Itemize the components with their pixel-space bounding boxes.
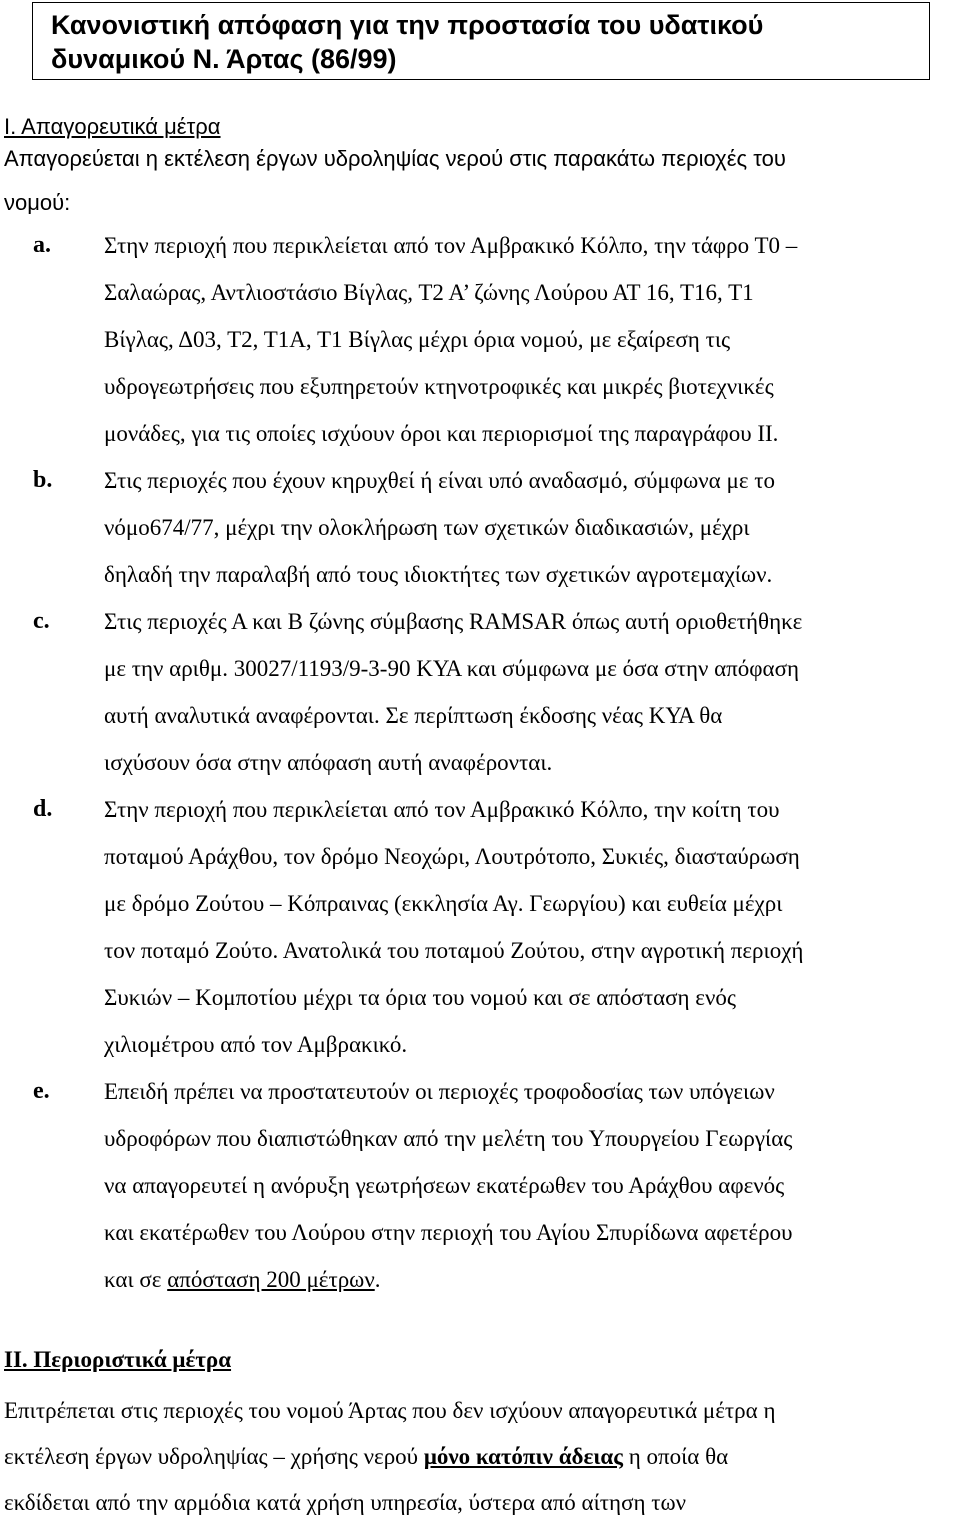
section-1-intro-line-1: Απαγορεύεται η εκτέλεση έργων υδροληψίας νερού στις παρακάτω περιοχές του (4, 146, 786, 171)
list-marker: d. (33, 796, 53, 822)
underlined-distance: απόσταση 200 μέτρων (167, 1267, 375, 1292)
list-item-line: υδρογεωτρήσεις που εξυπηρετούν κτηνοτροφικές και μικρές βιοτεχνικές (104, 374, 774, 399)
list-item-line: μονάδες, για τις οποίες ισχύουν όροι και περιορισμοί της παραγράφου ΙΙ. (104, 421, 779, 446)
title-line-1: Κανονιστική απόφαση για την προστασία του υδατικού (51, 10, 764, 40)
list-item-line: Βίγλας, Δ03, Τ2, Τ1Α, Τ1 Βίγλας μέχρι όρια νομού, με εξαίρεση τις (104, 327, 731, 352)
section-2-paragraph (4, 1388, 775, 1526)
paragraph-line-3: εκδίδεται από την αρμόδια κατά χρήση υπηρεσία, ύστερα από αίτηση των (4, 1490, 687, 1515)
list-item-line: Σαλαώρας, Αντλιοστάσιο Βίγλας, Τ2 Α’ ζώνης Λούρου ΑΤ 16, Τ16, Τ1 (104, 280, 754, 305)
list-item-d (0, 786, 960, 1068)
list-item-line: υδροφόρων που διαπιστώθηκαν από την μελέτη του Υπουργείου Γεωργίας (104, 1126, 793, 1151)
list-item-line: δηλαδή την παραλαβή από τους ιδιοκτήτες των σχετικών αγροτεμαχίων. (104, 562, 773, 587)
list-item-line: χιλιομέτρου από τον Αμβρακικό. (104, 1032, 408, 1057)
list-marker: e. (33, 1078, 50, 1104)
list-marker: c. (33, 608, 50, 634)
list-item-line: αυτή αναλυτικά αναφέρονται. Σε περίπτωση έκδοσης νέας ΚΥΑ θα (104, 703, 723, 728)
emphasis-permit-only: μόνο κατόπιν άδειας (423, 1444, 623, 1469)
list-item-line: Στην περιοχή που περικλείεται από τον Αμβρακικό Κόλπο, την κοίτη του (104, 797, 780, 822)
section-1-heading: Ι. Απαγορευτικά μέτρα (4, 114, 221, 139)
list-item-line: Επειδή πρέπει να προστατευτούν οι περιοχές τροφοδοσίας των υπόγειων (104, 1079, 775, 1104)
list-item-line: Συκιών – Κομποτίου μέχρι τα όρια του νομού και σε απόσταση ενός (104, 985, 736, 1010)
list-marker: b. (33, 467, 53, 493)
list-item-line: Στις περιοχές Α και Β ζώνης σύμβασης RAMSAR όπως αυτή οριοθετήθηκε (104, 609, 803, 634)
paragraph-line-2: εκτέλεση έργων υδροληψίας – χρήσης νερού μόνο κατόπιν άδειας η οποία θα (4, 1444, 729, 1469)
list-item-line: με την αριθμ. 30027/1193/9-3-90 ΚΥΑ και σύμφωνα με όσα στην απόφαση (104, 656, 800, 681)
section-2-heading: ΙΙ. Περιοριστικά μέτρα (4, 1347, 232, 1372)
list-item-line: τον ποταμό Ζούτο. Ανατολικά του ποταμού Ζούτου, στην αγροτική περιοχή (104, 938, 804, 963)
list-item-line: νόμο674/77, μέχρι την ολοκλήρωση των σχετικών διαδικασιών, μέχρι (104, 515, 750, 540)
list-item-c (0, 598, 960, 786)
list-item-line: με δρόμο Ζούτου – Κόπραινας (εκκλησία Αγ. Γεωργίου) και ευθεία μέχρι (104, 891, 783, 916)
list-item-line: και εκατέρωθεν του Λούρου στην περιοχή του Αγίου Σπυρίδωνα αφετέρου (104, 1220, 793, 1245)
document-title (32, 2, 930, 80)
list-item-e (0, 1068, 960, 1303)
list-marker: a. (33, 232, 51, 258)
prohibited-areas-list (0, 222, 960, 1303)
title-line-2: δυναμικού Ν. Άρτας (86/99) (51, 44, 397, 74)
list-item-last-line: και σε απόσταση 200 μέτρων. (104, 1267, 381, 1292)
list-item-line: να απαγορευτεί η ανόρυξη γεωτρήσεων εκατέρωθεν του Αράχθου αφενός (104, 1173, 785, 1198)
list-item-a (0, 222, 960, 457)
list-item-line: Στην περιοχή που περικλείεται από τον Αμβρακικό Κόλπο, την τάφρο Τ0 – (104, 233, 798, 258)
list-item-line: ποταμού Αράχθου, τον δρόμο Νεοχώρι, Λουτρότοπο, Συκιές, διασταύρωση (104, 844, 800, 869)
paragraph-line-1: Επιτρέπεται στις περιοχές του νομού Άρτας που δεν ισχύουν απαγορευτικά μέτρα η (4, 1398, 776, 1423)
list-item-b (0, 457, 960, 598)
section-1-intro-line-2: νομού: (4, 190, 71, 215)
list-item-line: ισχύσουν όσα στην απόφαση αυτή αναφέρονται. (104, 750, 553, 775)
list-item-line: Στις περιοχές που έχουν κηρυχθεί ή είναι υπό αναδασμό, σύμφωνα με το (104, 468, 775, 493)
